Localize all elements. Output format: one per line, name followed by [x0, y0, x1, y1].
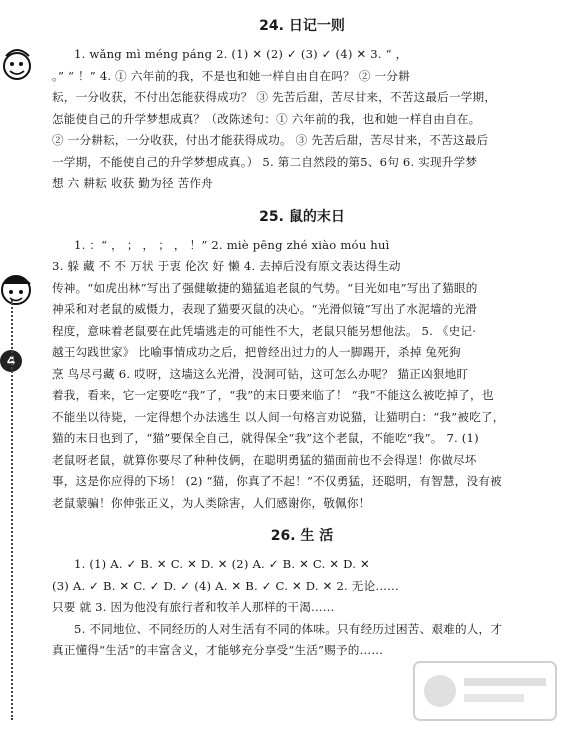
- cartoon-face-icon: [2, 44, 36, 124]
- answer-line: 不能坐以待毙，一定得想个办法逃生 以人间一句格言劝说猫，让猫明白：“我”被吃了，: [52, 409, 505, 424]
- answer-line: 猫的末日也到了，“猫”要保全自己，就得保全“我”这个老鼠，不能吃“我”。 7. (1): [52, 431, 479, 445]
- answer-line: 1. (1) A. ✓ B. ✕ C. ✕ D. ✕ (2) A. ✓ B. ✕ C. ✕ D. ✕: [74, 557, 370, 571]
- answer-line: 1. wǎng mì méng páng 2. (1) ✕ (2) ✓ (3) ✓ (4) ✕ 3. “ ，: [74, 47, 408, 61]
- answer-line: 真正懂得“生活”的丰富含义，才能够充分享受“生活”赐予的……: [52, 643, 384, 657]
- section-26-body: [52, 554, 552, 662]
- answer-line: 只要 就 3. 因为他没有旅行者和牧羊人那样的干渴……: [52, 600, 335, 614]
- side-decoration: [0, 0, 34, 380]
- answer-content: [52, 16, 552, 662]
- answer-line: 怎能使自己的升学梦想成真？（改陈述句：① 六年前的我，也和她一样自由自在。: [52, 111, 481, 126]
- answer-line: 一学期，不能使自己的升学梦想成真。） 5. 第二自然段的第5、6句 6. 实现升学梦: [52, 154, 478, 169]
- section-title-25: 25. 鼠的末日: [259, 208, 345, 225]
- answer-line: 烹 鸟尽弓藏 6. 哎呀，这墙这么光滑，没洞可钻，这可怎么办呢？ 猫正凶狠地盯: [52, 366, 469, 381]
- answer-line: 3. 躲 藏 不 不 万状 于衷 伦次 好 懒 4. 去掉后没有原文表达得生动: [52, 259, 401, 273]
- answer-line: 神采和对老鼠的威慑力，表现了猫要灭鼠的决心。“光滑似镜”写出了水泥墙的光滑: [52, 302, 478, 316]
- section-24-body: [52, 44, 552, 195]
- answer-line: 1. ：“ ， ； ， ； ， ！” 2. miè pēng zhé xiào móu huì: [74, 237, 390, 252]
- answer-line: 传神。“如虎出林”写出了强健敏捷的猫猛追老鼠的气势。“目光如电”写出了猫眼的: [52, 280, 478, 295]
- cartoon-kid-icon: [0, 268, 34, 338]
- answer-line: 事，这是你应得的下场！ (2) “猫，你真了不起！”不仅勇猛，还聪明，有智慧，没有被: [52, 474, 502, 488]
- answer-line: 想 六 耕耘 收获 勤为径 苦作舟: [52, 176, 213, 190]
- answer-line: ② 一分耕耘，一分收获，付出才能获得成功。 ③ 先苦后甜，苦尽甘来，不苦这最后: [52, 133, 489, 147]
- section-title-26: 26. 生 活: [270, 528, 334, 544]
- answer-line: 老鼠呀老鼠，就算你要尽了种种伎俩，在聪明勇猛的猫面前也不会得逞！你做尽坏: [52, 452, 477, 467]
- answer-line: (3) A. ✓ B. ✕ C. ✓ D. ✓ (4) A. ✕ B. ✓ C. ✕ D. ✕ 2. 无论……: [52, 578, 399, 593]
- section-title-24: 24. 日记一则: [259, 18, 345, 34]
- answer-line: 。” “ ！” 4. ① 六年前的我，不是也和她一样自由自在吗？ ② 一分耕: [52, 68, 410, 83]
- section-25-body: [52, 235, 552, 515]
- page-number-badge: 4: [0, 350, 22, 372]
- answer-line: 越王勾践世家》 比喻事情成功之后，把曾经出过力的人一脚踢开，杀掉 兔死狗: [52, 345, 461, 359]
- dotted-margin-line: [11, 300, 13, 720]
- answer-line: 着我，看来，它一定要吃“我”了，“我”的末日要来临了！ “我”不能这么被吃掉了，也: [52, 388, 494, 402]
- answer-line: 耘，一分收获，不付出怎能获得成功？ ③ 先苦后甜，苦尽甘来，不苦这最后一学期，: [52, 90, 497, 104]
- answer-line: 程度，意味着老鼠要在此凭墙逃走的可能性不大，老鼠只能另想他法。 5. 《史记·: [52, 323, 477, 338]
- answer-line: 5. 不同地位、不同经历的人对生活有不同的体味。只有经历过困苦、艰难的人，才: [74, 621, 503, 636]
- watermark-logo-icon: [410, 656, 560, 726]
- answer-line: 老鼠蒙骗！你伸张正义，为人类除害，人们感谢你，敬佩你！: [52, 495, 371, 510]
